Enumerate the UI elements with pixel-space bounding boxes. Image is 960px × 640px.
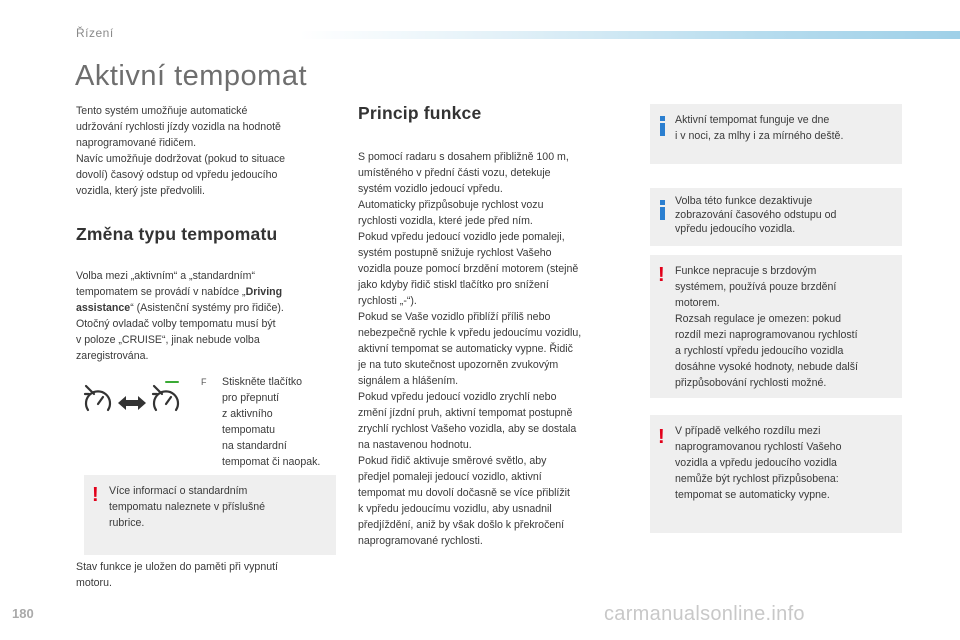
info-box-conditions: Aktivní tempomat funguje ve dne i v noci, za mlhy i za mírného deště. — [650, 104, 902, 164]
info-box-distance-display: Volba této funkce dezaktivuje zobrazování časového odstupu od vpředu jedoucího vozidla. — [650, 188, 902, 246]
page-title: Aktivní tempomat — [75, 60, 308, 92]
principle-heading: Princip funkce — [358, 103, 482, 123]
bullet-symbol: F — [201, 377, 207, 387]
header-accent-bar — [300, 31, 960, 39]
cruise-mode-icons — [82, 380, 192, 420]
watermark: carmanualsonline.info — [604, 603, 805, 625]
section-label: Řízení — [76, 26, 114, 40]
cruise-active-icon — [85, 386, 110, 410]
warning-icon: ! — [658, 426, 665, 448]
warning-icon: ! — [92, 484, 99, 506]
info-icon — [660, 116, 665, 136]
page-number: 180 — [12, 606, 34, 621]
intro-paragraph: Tento systém umožňuje automatické udržování rychlosti jízdy vozidla na hodnotě naprogramované řidičem. Navíc umožňuje dodržovat (pokud to situace dovolí) časový odstup od vpředu jedoucího vozidla, který jste předvolili. — [76, 105, 286, 197]
warning-icon: ! — [658, 264, 665, 286]
warning-box-speed-difference: ! V případě velkého rozdílu mezi naprogramovanou rychlostí Vašeho vozidla a vpředu jedoucího vozidla nemůže být rychlost přizpůsobena: tempomat se automaticky vypne. — [650, 415, 902, 533]
memory-note: Stav funkce je uložen do paměti při vypnutí motoru. — [76, 561, 278, 589]
press-button-instruction: F Stiskněte tlačítko pro přepnutí z aktivního tempomatu na standardní tempomat či naopak. — [201, 376, 321, 468]
warning-box-braking: ! Funkce nepracuje s brzdovým systémem, používá pouze brzdění motorem. Rozsah regulace je omezen: pokud rozdíl mezi naprogramovanou rychlostí a rychlostí vpředu jedoucího vozidla dosáhne vysoké hodnoty, nebude další přizpůsobování rychlosti možné. — [650, 255, 902, 398]
change-type-heading: Změna typu tempomatu — [76, 224, 278, 244]
double-arrow-icon — [118, 396, 146, 410]
info-icon — [660, 200, 665, 220]
change-type-paragraph: Volba mezi „aktivním“ a „standardním“ tempomatem se provádí v nabídce „Driving assistance“ (Asistenční systémy pro řidiče). Otočný ovladač volby tempomatu musí být v poloze „CRUISE“, jinak nebude volba zaregistrována. — [76, 270, 284, 362]
principle-paragraph: S pomocí radaru s dosahem přibližně 100 m, umístěného v přední části vozu, detekuje systém vozidlo jedoucí vpředu. Automaticky přizpůsobuje rychlost vozu rychlosti vozidla, které jede před ním. Pokud vpředu jedoucí vozidlo jede pomaleji, systém postupně snižuje rychlost Vašeho vozidla pouze pomocí brzdění motorem (stejně jako kdyby řidič stiskl tlačítko pro snížení rychlosti „-“). Pokud se Vaše vozidlo přiblíží příliš nebo nebezpečně rychle k vpředu jedoucímu vozidlu, aktivní tempomat se automaticky vypne. Řidič je na tuto skutečnost upozorněn zvukovým signálem a hlášením. Pokud vpředu jedoucí vozidlo zrychlí nebo změní jízdní pruh, aktivní tempomat postupně zrychlí rychlost Vašeho vozidla, aby se dostala na nastavenou hodnotu. Pokud řidič aktivuje směrové světlo, aby předjel pomaleji jedoucí vozidlo, aktivní tempomat mu dovolí dočasně se více přiblížit k vpředu jedoucímu vozidlu, aby usnadnil předjíždění, aniž by však došlo k překročení naprogramované rychlosti. — [358, 151, 582, 547]
warning-box-more-info: ! Více informací o standardním tempomatu naleznete v příslušné rubrice. — [84, 475, 336, 555]
cruise-standard-icon — [153, 382, 178, 410]
